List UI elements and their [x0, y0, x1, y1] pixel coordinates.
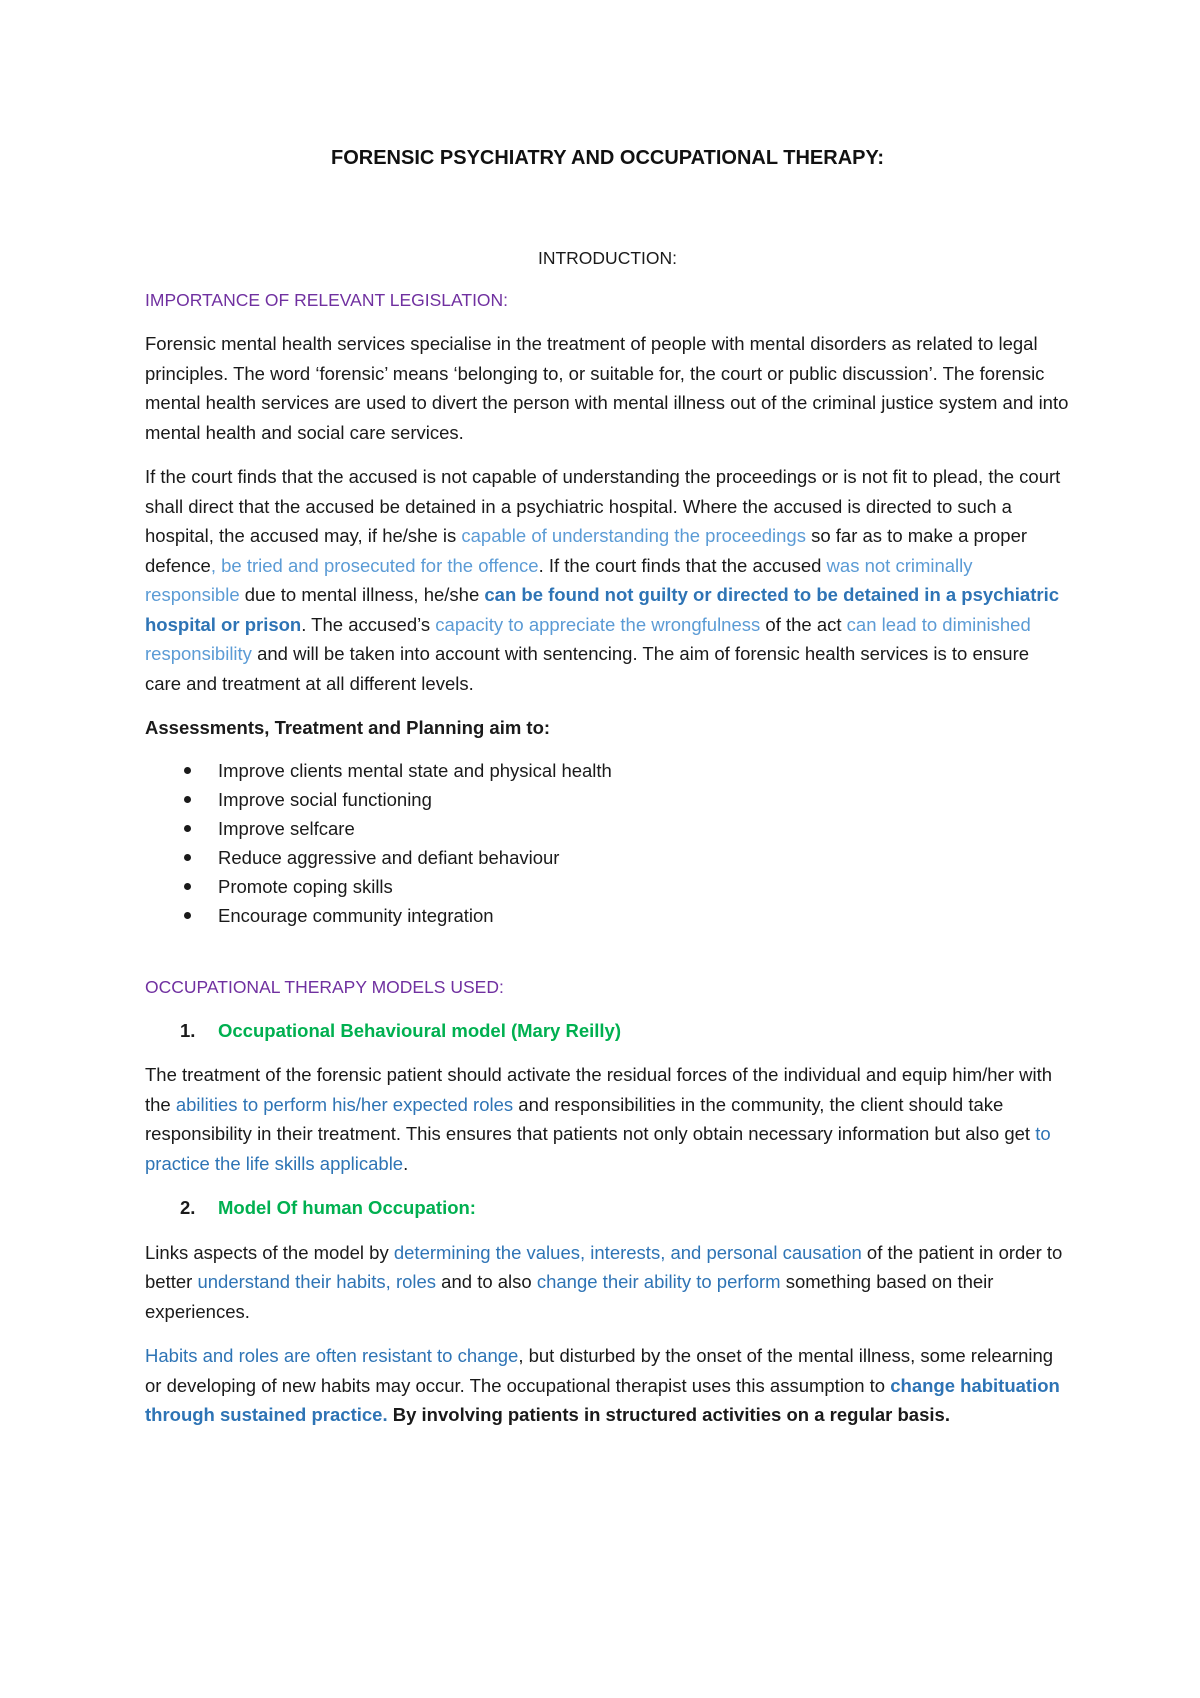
bullet-icon: [184, 883, 191, 890]
bullet-icon: [184, 825, 191, 832]
document-title: FORENSIC PSYCHIATRY AND OCCUPATIONAL THERAPY:: [331, 147, 884, 169]
list-item: [145, 756, 1070, 785]
text-span: something based on their experiences.: [145, 1271, 994, 1322]
text-span: of the act: [760, 613, 847, 635]
list-item-text: Improve clients mental state and physical health: [218, 759, 612, 781]
list-item: [145, 843, 1070, 872]
paragraph-model-1: [145, 1060, 1070, 1178]
highlight-abilities-roles: abilities to perform his/her expected roles: [175, 1093, 514, 1115]
text-span: . If the court finds that the accused: [538, 554, 827, 576]
text-span: .: [403, 1152, 409, 1174]
list-item: [145, 785, 1070, 814]
highlight-capable-understanding: capable of understanding the proceedings: [461, 525, 806, 546]
bullet-icon: [184, 796, 191, 803]
highlight-capacity-wrongfulness: capacity to appreciate the wrongfulness: [435, 613, 761, 635]
text-span: and will be taken into account with sentencing. The aim of forensic health services is to ensure care and treatment at all different levels.: [145, 643, 1030, 694]
list-item: [145, 901, 1070, 930]
highlight-life-skills: to practice the life skills applicable: [145, 1123, 1051, 1174]
text-span: The treatment of the forensic patient should activate the residual forces of the individual and equip him/her with the: [145, 1064, 1053, 1115]
model-2-number: 2.: [180, 1197, 196, 1218]
aims-list: [145, 756, 1070, 930]
text-span: of the patient in order to better: [145, 1241, 1063, 1292]
highlight-change-ability: change their ability to perform: [536, 1271, 781, 1292]
list-item-text: Promote coping skills: [218, 875, 393, 897]
list-item: [145, 814, 1070, 843]
highlight-change-habituation: change habituation through sustained practice.: [145, 1374, 1060, 1425]
model-2-title: Model Of human Occupation:: [218, 1197, 476, 1218]
list-item-text: Improve selfcare: [218, 817, 355, 839]
text-span: and responsibilities in the community, the client should take responsibility in their treatment. This ensures that patients not only obtain necessary information but also get: [145, 1093, 1036, 1144]
aims-heading: Assessments, Treatment and Planning aim to:: [145, 717, 551, 738]
model-1-title: Occupational Behavioural model (Mary Reilly): [218, 1019, 621, 1041]
highlight-habits-resistant: Habits and roles are often resistant to change: [145, 1345, 519, 1366]
list-item-text: Reduce aggressive and defiant behaviour: [218, 846, 560, 868]
text-span: , but disturbed by the onset of the mental illness, some relearning or developing of new habits may occur. The occupational therapist uses this assumption to: [145, 1345, 1054, 1396]
model-1-number: 1.: [180, 1019, 196, 1041]
text-span: Links aspects of the model by: [145, 1241, 394, 1263]
highlight-habits-roles: understand their habits, roles: [197, 1271, 437, 1292]
highlight-diminished-responsibility: can lead to diminished responsibility: [145, 613, 1031, 664]
list-item-text: Improve social functioning: [218, 788, 432, 810]
highlight-values-interests: determining the values, interests, and personal causation: [393, 1241, 862, 1263]
bullet-icon: [184, 854, 191, 861]
text-span: . The accused’s: [301, 613, 436, 635]
text-span: so far as to make a proper defence: [145, 525, 1028, 576]
legislation-heading: IMPORTANCE OF RELEVANT LEGISLATION:: [145, 290, 509, 310]
paragraph-court-process: [145, 462, 1070, 698]
bullet-icon: [184, 767, 191, 774]
introduction-heading: INTRODUCTION:: [537, 248, 678, 268]
paragraph-forensic-services: Forensic mental health services specialise in the treatment of people with mental disorders as related to legal principles. The word ‘forensic’ means ‘belonging to, or suitable for, the court or public discussion’. The forensic mental health services are used to divert the person with mental illness out of the criminal justice system and into mental health and social care services.: [145, 333, 1069, 443]
model-2-heading: [145, 1193, 1070, 1223]
text-span: and to also: [436, 1271, 537, 1292]
list-item: [145, 872, 1070, 901]
text-span: due to mental illness, he/she: [239, 584, 485, 605]
highlight-not-criminally-responsible: was not criminally responsible: [145, 554, 973, 605]
paragraph-model-2: [145, 1238, 1070, 1327]
list-item-text: Encourage community integration: [218, 904, 494, 926]
model-1-heading: [145, 1016, 1070, 1046]
highlight-not-guilty: can be found not guilty or directed to be detained in a psychiatric hospital or prison: [145, 584, 1059, 635]
paragraph-habits: [145, 1341, 1070, 1430]
models-heading: OCCUPATIONAL THERAPY MODELS USED:: [145, 976, 504, 997]
bullet-icon: [184, 912, 191, 919]
text-span: If the court finds that the accused is not capable of understanding the proceedings or is not fit to plead, the court shall direct that the accused be detained in a psychiatric hospital. Where the accused is directed to such a hospital, the accused may, if he/she is: [145, 466, 1061, 546]
highlight-tried-prosecuted: , be tried and prosecuted for the offence: [210, 554, 539, 576]
bold-structured-activities: By involving patients in structured activities on a regular basis.: [392, 1404, 950, 1425]
